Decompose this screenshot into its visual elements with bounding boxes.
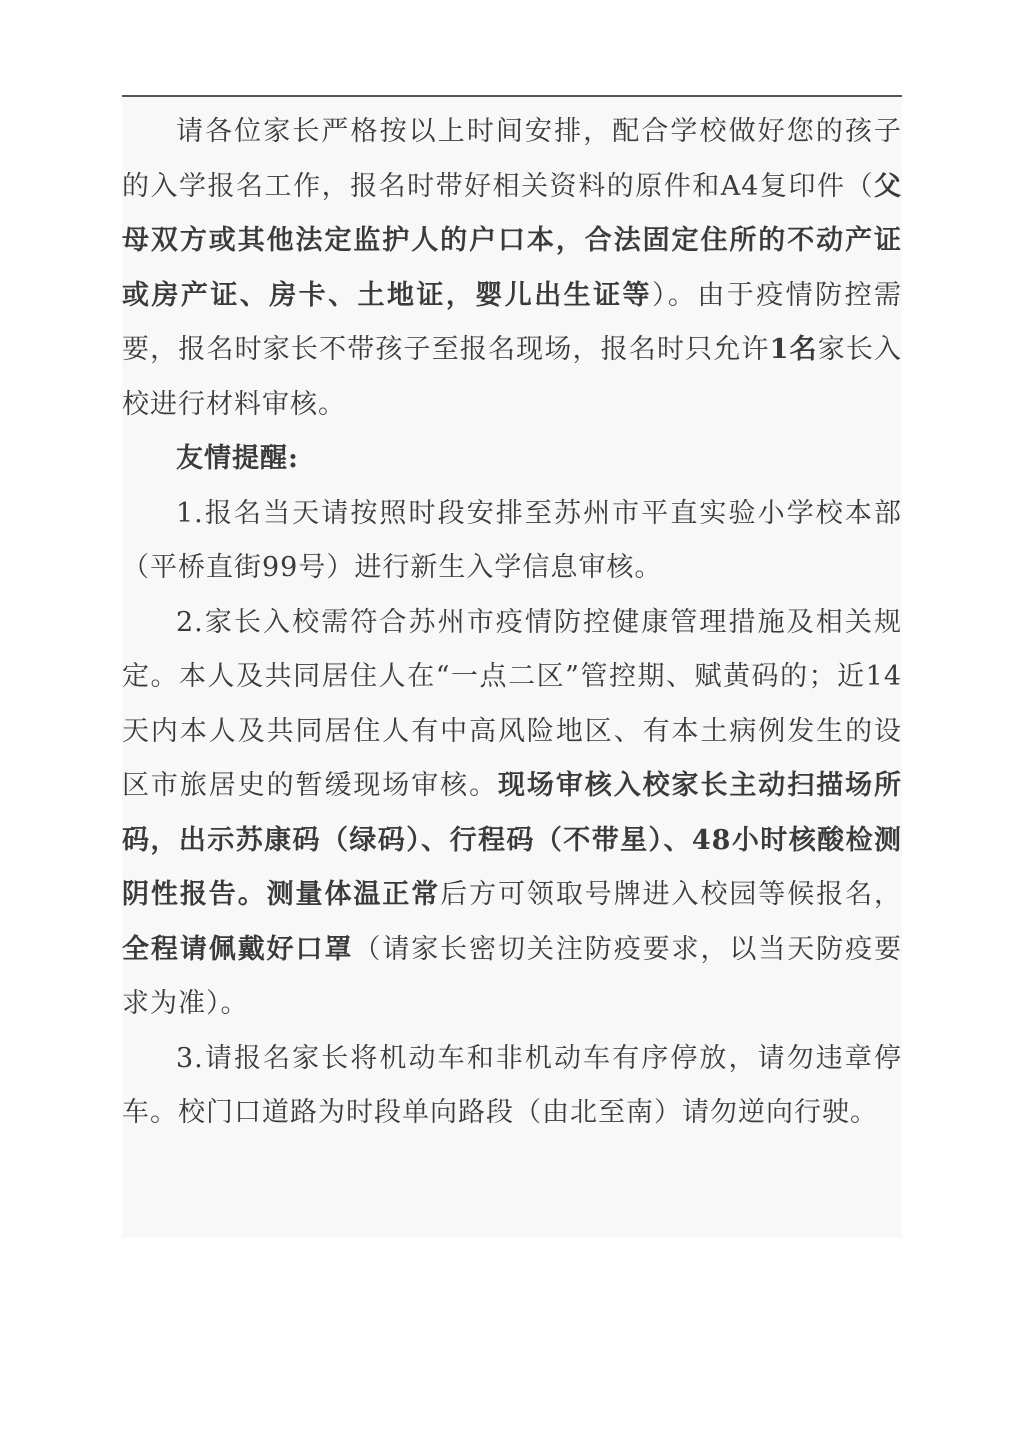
reminder-item-2-note: （请家长密切关注防疫要求，以当天防疫要求为准）。 — [122, 933, 903, 1019]
reminder-heading: 友情提醒: — [176, 443, 299, 474]
reminder-item-2-mask: 全程请佩戴好口罩 — [122, 933, 354, 965]
reminder-item-2-wait: 后方可领取号牌进入校园等候报名， — [440, 879, 903, 910]
notice-body — [122, 105, 902, 1141]
reminder-item-2-rules: 2.家长入校需符合苏州市疫情防控健康管理措施及相关规定。本人及共同居住人在“一点二区”管控期、赋黄码的；近14天内本人及共同居住人有中高风险地区、有本土病例发生的设区市旅居史的暂缓现场审核。 — [122, 606, 902, 801]
reminder-item-2-checks: 现场审核入校家长主动扫描场所码，出示苏康码（绿码）、行程码（不带星）、48小时核酸检测阴性报告。测量体温正常 — [122, 770, 902, 910]
registration-closing: 家长入校进行材料审核。 — [122, 334, 903, 420]
top-rule — [122, 95, 902, 97]
reminder-item-1: 1.报名当天请按照时段安排至苏州市平直实验小学校本部（平桥直街99号）进行新生入学信息审核。 — [122, 497, 902, 583]
required-documents: 父母双方或其他法定监护人的户口本，合法固定住所的不动产证或房产证、房卡、土地证，婴儿出生证等 — [122, 170, 902, 311]
registration-intro: 请各位家长严格按以上时间安排，配合学校做好您的孩子的入学报名工作，报名时带好相关资料的原件和A4复印件（ — [122, 116, 902, 202]
registration-pandemic-note: ）。由于疫情防控需要，报名时家长不带孩子至报名现场，报名时只允许 — [122, 279, 903, 365]
reminder-item-2 — [122, 596, 902, 1032]
reminder-item-3: 3.请报名家长将机动车和非机动车有序停放，请勿违章停车。校门口道路为时段单向路段（由北至南）请勿逆向行驶。 — [122, 1042, 902, 1128]
parent-limit: 1名 — [769, 334, 818, 365]
paragraph-registration — [122, 105, 902, 432]
